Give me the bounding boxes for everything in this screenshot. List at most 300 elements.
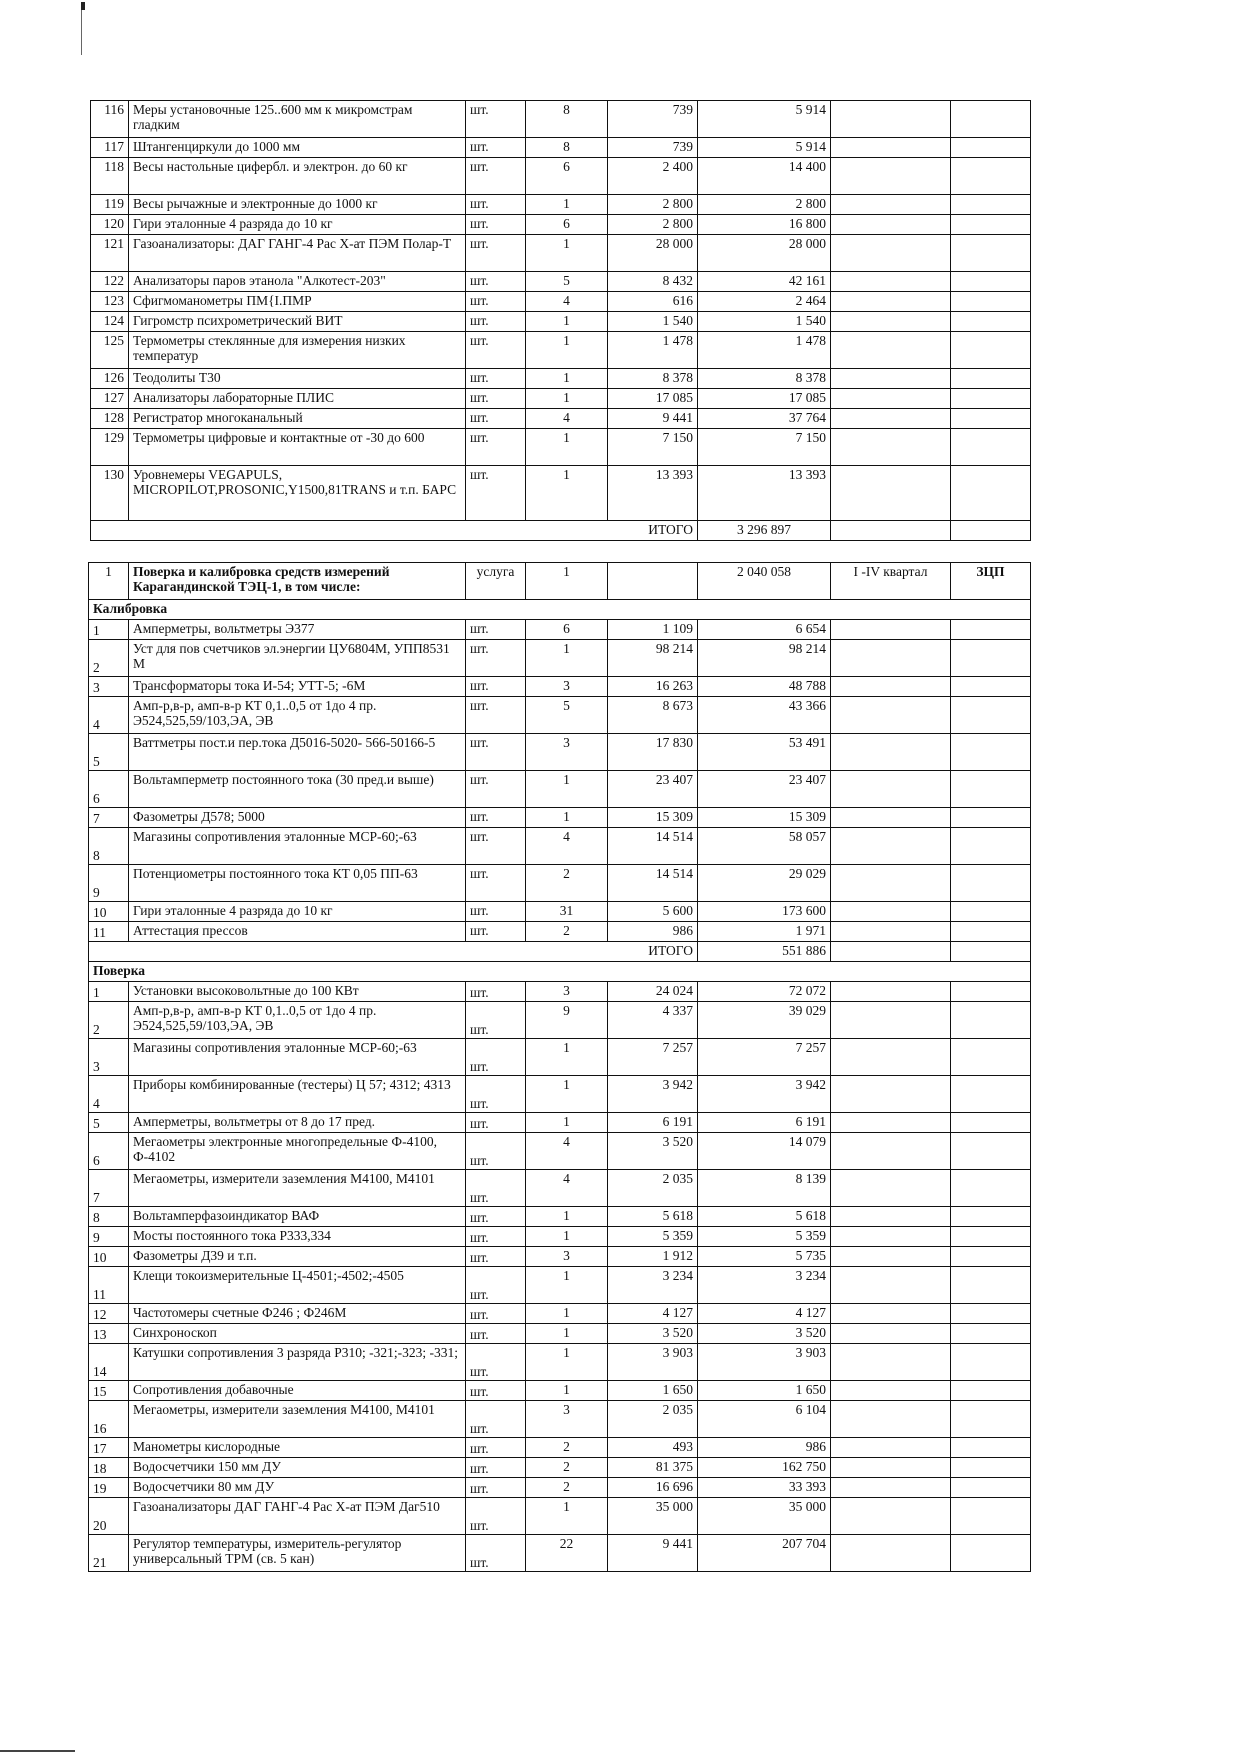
table-row xyxy=(89,1478,1031,1498)
item-unit: шт. xyxy=(466,1401,526,1438)
item-price: 9 441 xyxy=(608,1535,698,1572)
total-row xyxy=(89,942,1031,962)
method-cell xyxy=(951,1458,1031,1478)
item-quantity: 3 xyxy=(526,1401,608,1438)
item-name: Газоанализаторы: ДАГ ГАНГ-4 Рас Х-ат ПЭМ Полар-Т xyxy=(129,235,466,272)
period-cell xyxy=(831,1458,951,1478)
period-cell xyxy=(831,1133,951,1170)
row-number: 13 xyxy=(89,1324,129,1344)
item-price: 2 035 xyxy=(608,1401,698,1438)
method-cell xyxy=(951,902,1031,922)
item-unit: шт. xyxy=(466,1002,526,1039)
item-total: 986 xyxy=(698,1438,831,1458)
item-name: Гигромстр психрометрический ВИТ xyxy=(129,312,466,332)
section-header-calibration xyxy=(89,600,1031,620)
item-price: 5 600 xyxy=(608,902,698,922)
main-item-no: 1 xyxy=(89,563,129,600)
section-header-verification xyxy=(89,962,1031,982)
method-cell xyxy=(951,272,1031,292)
method-cell xyxy=(951,1133,1031,1170)
item-price: 1 912 xyxy=(608,1247,698,1267)
item-total: 3 903 xyxy=(698,1344,831,1381)
item-price: 3 903 xyxy=(608,1344,698,1381)
row-number: 5 xyxy=(89,734,129,771)
row-number: 8 xyxy=(89,828,129,865)
item-price: 4 127 xyxy=(608,1304,698,1324)
row-number: 6 xyxy=(89,1133,129,1170)
item-name: Гири эталонные 4 разряда до 10 кг xyxy=(129,902,466,922)
item-quantity: 2 xyxy=(526,1478,608,1498)
item-total: 5 735 xyxy=(698,1247,831,1267)
total-label: ИТОГО xyxy=(89,942,698,962)
row-number: 117 xyxy=(91,138,129,158)
method-cell xyxy=(951,235,1031,272)
item-total: 8 378 xyxy=(698,369,831,389)
item-name: Приборы комбинированные (тестеры) Ц 57; 4312; 4313 xyxy=(129,1076,466,1113)
item-price: 7 150 xyxy=(608,429,698,466)
item-unit: шт. xyxy=(466,1267,526,1304)
period-cell xyxy=(831,942,951,962)
item-total: 14 400 xyxy=(698,158,831,195)
period-cell xyxy=(831,195,951,215)
period-cell xyxy=(831,734,951,771)
item-quantity: 2 xyxy=(526,1458,608,1478)
table-row xyxy=(89,922,1031,942)
item-name: Мосты постоянного тока Р333,334 xyxy=(129,1227,466,1247)
period-cell xyxy=(831,1267,951,1304)
item-quantity: 1 xyxy=(526,389,608,409)
item-total: 58 057 xyxy=(698,828,831,865)
period-cell xyxy=(831,865,951,902)
row-number: 3 xyxy=(89,1039,129,1076)
item-name: Термометры цифровые и контактные от -30 до 600 xyxy=(129,429,466,466)
item-price: 493 xyxy=(608,1438,698,1458)
item-quantity: 5 xyxy=(526,272,608,292)
method-cell xyxy=(951,942,1031,962)
period-cell xyxy=(831,215,951,235)
item-total: 6 654 xyxy=(698,620,831,640)
method-cell xyxy=(951,1344,1031,1381)
total-value: 551 886 xyxy=(698,942,831,962)
method-cell xyxy=(951,1401,1031,1438)
period-cell xyxy=(831,369,951,389)
table-row xyxy=(91,158,1031,195)
item-price: 3 520 xyxy=(608,1133,698,1170)
item-quantity: 9 xyxy=(526,1002,608,1039)
table-row xyxy=(89,1207,1031,1227)
item-name: Частотомеры счетные Ф246 ; Ф246М xyxy=(129,1304,466,1324)
row-number: 15 xyxy=(89,1381,129,1401)
row-number: 8 xyxy=(89,1207,129,1227)
item-quantity: 3 xyxy=(526,734,608,771)
item-price: 23 407 xyxy=(608,771,698,808)
item-price: 5 359 xyxy=(608,1227,698,1247)
item-price: 986 xyxy=(608,922,698,942)
table-row xyxy=(89,697,1031,734)
table-row xyxy=(89,808,1031,828)
method-cell xyxy=(951,1478,1031,1498)
item-name: Вольтамперфазоиндикатор ВАФ xyxy=(129,1207,466,1227)
row-number: 14 xyxy=(89,1344,129,1381)
item-unit: шт. xyxy=(466,1039,526,1076)
method-cell xyxy=(951,865,1031,902)
item-quantity: 1 xyxy=(526,1113,608,1133)
item-quantity: 5 xyxy=(526,697,608,734)
item-quantity: 4 xyxy=(526,1133,608,1170)
item-quantity: 4 xyxy=(526,1170,608,1207)
scan-edge-bottom-left xyxy=(0,1750,75,1752)
period-cell xyxy=(831,332,951,369)
period-cell xyxy=(831,620,951,640)
row-number: 5 xyxy=(89,1113,129,1133)
item-price: 81 375 xyxy=(608,1458,698,1478)
item-name: Регулятор температуры, измеритель-регулятор универсальный ТРМ (св. 5 кан) xyxy=(129,1535,466,1572)
item-unit: шт. xyxy=(466,1344,526,1381)
row-number: 2 xyxy=(89,1002,129,1039)
item-name: Теодолиты Т30 xyxy=(129,369,466,389)
item-price: 16 696 xyxy=(608,1478,698,1498)
table-row xyxy=(89,1498,1031,1535)
period-cell xyxy=(831,409,951,429)
item-total: 72 072 xyxy=(698,982,831,1002)
item-price: 17 830 xyxy=(608,734,698,771)
method-cell xyxy=(951,828,1031,865)
item-price: 7 257 xyxy=(608,1039,698,1076)
row-number: 129 xyxy=(91,429,129,466)
item-price: 8 673 xyxy=(608,697,698,734)
method-cell xyxy=(951,1207,1031,1227)
total-value: 3 296 897 xyxy=(698,521,831,541)
item-unit: шт. xyxy=(466,292,526,312)
item-unit: шт. xyxy=(466,101,526,138)
period-cell xyxy=(831,1247,951,1267)
item-total: 207 704 xyxy=(698,1535,831,1572)
item-price: 28 000 xyxy=(608,235,698,272)
item-name: Анализаторы лабораторные ПЛИС xyxy=(129,389,466,409)
item-unit: шт. xyxy=(466,697,526,734)
method-cell xyxy=(951,1002,1031,1039)
main-item-method: ЗЦП xyxy=(951,563,1031,600)
table-row xyxy=(89,1113,1031,1133)
row-number: 121 xyxy=(91,235,129,272)
item-unit: шт. xyxy=(466,808,526,828)
item-quantity: 1 xyxy=(526,771,608,808)
method-cell xyxy=(951,697,1031,734)
item-unit: шт. xyxy=(466,215,526,235)
period-cell xyxy=(831,235,951,272)
table-row xyxy=(91,292,1031,312)
method-cell xyxy=(951,195,1031,215)
row-number: 10 xyxy=(89,902,129,922)
item-price: 14 514 xyxy=(608,865,698,902)
item-total: 2 800 xyxy=(698,195,831,215)
item-total: 7 150 xyxy=(698,429,831,466)
scan-edge-left xyxy=(81,10,82,55)
total-label: ИТОГО xyxy=(91,521,698,541)
item-name: Водосчетчики 80 мм ДУ xyxy=(129,1478,466,1498)
item-quantity: 1 xyxy=(526,640,608,677)
period-cell xyxy=(831,677,951,697)
item-total: 14 079 xyxy=(698,1133,831,1170)
section-title-verification: Поверка xyxy=(89,962,1031,982)
method-cell xyxy=(951,1267,1031,1304)
method-cell xyxy=(951,1039,1031,1076)
item-name: Установки высоковольтные до 100 КВт xyxy=(129,982,466,1002)
item-total: 5 914 xyxy=(698,138,831,158)
table-row xyxy=(89,1227,1031,1247)
row-number: 12 xyxy=(89,1304,129,1324)
table-row xyxy=(89,1267,1031,1304)
item-unit: шт. xyxy=(466,312,526,332)
item-quantity: 1 xyxy=(526,1076,608,1113)
item-unit: шт. xyxy=(466,620,526,640)
item-quantity: 1 xyxy=(526,466,608,521)
item-price: 739 xyxy=(608,101,698,138)
item-name: Магазины сопротивления эталонные МСР-60;-63 xyxy=(129,828,466,865)
period-cell xyxy=(831,158,951,195)
item-total: 43 366 xyxy=(698,697,831,734)
item-name: Амперметры, вольтметры Э377 xyxy=(129,620,466,640)
item-total: 2 464 xyxy=(698,292,831,312)
method-cell xyxy=(951,521,1031,541)
item-unit: шт. xyxy=(466,466,526,521)
row-number: 16 xyxy=(89,1401,129,1438)
table-row xyxy=(91,215,1031,235)
row-number: 116 xyxy=(91,101,129,138)
item-price: 8 378 xyxy=(608,369,698,389)
row-number: 9 xyxy=(89,1227,129,1247)
item-name: Сфигмоманометры ПМ{I.ПМР xyxy=(129,292,466,312)
item-name: Амперметры, вольтметры от 8 до 17 пред. xyxy=(129,1113,466,1133)
item-quantity: 1 xyxy=(526,429,608,466)
row-number: 9 xyxy=(89,865,129,902)
item-price: 17 085 xyxy=(608,389,698,409)
item-quantity: 3 xyxy=(526,982,608,1002)
method-cell xyxy=(951,1381,1031,1401)
row-number: 7 xyxy=(89,1170,129,1207)
item-quantity: 1 xyxy=(526,1498,608,1535)
item-unit: шт. xyxy=(466,1304,526,1324)
item-total: 53 491 xyxy=(698,734,831,771)
item-total: 3 520 xyxy=(698,1324,831,1344)
row-number: 4 xyxy=(89,697,129,734)
item-total: 15 309 xyxy=(698,808,831,828)
row-number: 19 xyxy=(89,1478,129,1498)
table-row xyxy=(89,1247,1031,1267)
period-cell xyxy=(831,1002,951,1039)
row-number: 6 xyxy=(89,771,129,808)
item-unit: шт. xyxy=(466,332,526,369)
method-cell xyxy=(951,1227,1031,1247)
period-cell xyxy=(831,292,951,312)
table-row xyxy=(89,1324,1031,1344)
item-price: 1 650 xyxy=(608,1381,698,1401)
table-row xyxy=(91,195,1031,215)
row-number: 122 xyxy=(91,272,129,292)
row-number: 21 xyxy=(89,1535,129,1572)
item-quantity: 3 xyxy=(526,677,608,697)
item-unit: шт. xyxy=(466,272,526,292)
item-name: Весы рычажные и электронные до 1000 кг xyxy=(129,195,466,215)
period-cell xyxy=(831,1401,951,1438)
item-unit: шт. xyxy=(466,195,526,215)
table-row xyxy=(91,332,1031,369)
section-title-calibration: Калибровка xyxy=(89,600,1031,620)
method-cell xyxy=(951,982,1031,1002)
item-quantity: 4 xyxy=(526,409,608,429)
item-name: Газоанализаторы ДАГ ГАНГ-4 Рас Х-ат ПЭМ Даг510 xyxy=(129,1498,466,1535)
item-name: Потенциометры постоянного тока КТ 0,05 ПП-63 xyxy=(129,865,466,902)
item-quantity: 1 xyxy=(526,1227,608,1247)
method-cell xyxy=(951,640,1031,677)
method-cell xyxy=(951,808,1031,828)
table-row xyxy=(89,828,1031,865)
item-name: Синхроноскоп xyxy=(129,1324,466,1344)
item-name: Трансформаторы тока И-54; УТТ-5; -6М xyxy=(129,677,466,697)
scan-mark-top-left xyxy=(81,2,85,10)
item-price: 6 191 xyxy=(608,1113,698,1133)
method-cell xyxy=(951,158,1031,195)
top-items-table xyxy=(90,100,1031,541)
row-number: 118 xyxy=(91,158,129,195)
total-row xyxy=(91,521,1031,541)
main-item-total: 2 040 058 xyxy=(698,563,831,600)
item-quantity: 1 xyxy=(526,369,608,389)
table-row xyxy=(91,429,1031,466)
item-quantity: 1 xyxy=(526,332,608,369)
row-number: 1 xyxy=(89,620,129,640)
period-cell xyxy=(831,771,951,808)
item-price: 2 800 xyxy=(608,195,698,215)
item-name: Анализаторы паров этанола "Алкотест-203" xyxy=(129,272,466,292)
item-total: 17 085 xyxy=(698,389,831,409)
item-price: 9 441 xyxy=(608,409,698,429)
item-unit: шт. xyxy=(466,828,526,865)
method-cell xyxy=(951,1170,1031,1207)
period-cell xyxy=(831,521,951,541)
item-unit: шт. xyxy=(466,138,526,158)
item-quantity: 1 xyxy=(526,195,608,215)
period-cell xyxy=(831,312,951,332)
period-cell xyxy=(831,828,951,865)
item-total: 37 764 xyxy=(698,409,831,429)
item-quantity: 6 xyxy=(526,620,608,640)
item-unit: шт. xyxy=(466,771,526,808)
item-quantity: 31 xyxy=(526,902,608,922)
method-cell xyxy=(951,101,1031,138)
item-price: 16 263 xyxy=(608,677,698,697)
item-total: 5 914 xyxy=(698,101,831,138)
row-number: 124 xyxy=(91,312,129,332)
item-unit: шт. xyxy=(466,1133,526,1170)
item-quantity: 22 xyxy=(526,1535,608,1572)
item-quantity: 1 xyxy=(526,235,608,272)
item-price: 2 400 xyxy=(608,158,698,195)
item-unit: шт. xyxy=(466,922,526,942)
item-total: 6 191 xyxy=(698,1113,831,1133)
item-name: Аттестация прессов xyxy=(129,922,466,942)
period-cell xyxy=(831,1113,951,1133)
item-total: 98 214 xyxy=(698,640,831,677)
item-total: 1 971 xyxy=(698,922,831,942)
table-row xyxy=(89,1076,1031,1113)
item-name: Уровнемеры VEGAPULS, MICROPILOT,PROSONIC,Y1500,81TRANS и т.п. БАРС xyxy=(129,466,466,521)
period-cell xyxy=(831,1076,951,1113)
item-name: Фазометры Д39 и т.п. xyxy=(129,1247,466,1267)
period-cell xyxy=(831,1478,951,1498)
item-name: Вольтамперметр постоянного тока (30 пред.и выше) xyxy=(129,771,466,808)
item-price: 5 618 xyxy=(608,1207,698,1227)
period-cell xyxy=(831,1498,951,1535)
item-name: Штангенциркули до 1000 мм xyxy=(129,138,466,158)
item-price: 3 942 xyxy=(608,1076,698,1113)
method-cell xyxy=(951,771,1031,808)
item-unit: шт. xyxy=(466,158,526,195)
item-name: Клещи токоизмерительные Ц-4501;-4502;-4505 xyxy=(129,1267,466,1304)
period-cell xyxy=(831,922,951,942)
item-unit: шт. xyxy=(466,1227,526,1247)
item-quantity: 1 xyxy=(526,808,608,828)
method-cell xyxy=(951,677,1031,697)
item-quantity: 1 xyxy=(526,312,608,332)
item-name: Регистратор многоканальный xyxy=(129,409,466,429)
item-unit: шт. xyxy=(466,369,526,389)
item-total: 7 257 xyxy=(698,1039,831,1076)
period-cell xyxy=(831,1039,951,1076)
item-price: 739 xyxy=(608,138,698,158)
period-cell xyxy=(831,697,951,734)
row-number: 125 xyxy=(91,332,129,369)
item-quantity: 1 xyxy=(526,1324,608,1344)
item-price: 4 337 xyxy=(608,1002,698,1039)
method-cell xyxy=(951,466,1031,521)
period-cell xyxy=(831,982,951,1002)
table-row xyxy=(89,1002,1031,1039)
item-total: 5 618 xyxy=(698,1207,831,1227)
row-number: 123 xyxy=(91,292,129,312)
item-total: 48 788 xyxy=(698,677,831,697)
table-row xyxy=(89,771,1031,808)
period-cell xyxy=(831,1304,951,1324)
item-unit: шт. xyxy=(466,389,526,409)
method-cell xyxy=(951,1076,1031,1113)
item-quantity: 4 xyxy=(526,828,608,865)
item-unit: шт. xyxy=(466,734,526,771)
method-cell xyxy=(951,1324,1031,1344)
item-unit: шт. xyxy=(466,429,526,466)
main-item-qty: 1 xyxy=(526,563,608,600)
item-name: Уст для пов счетчиков эл.энергии ЦУ6804М, УПП8531 М xyxy=(129,640,466,677)
item-unit: шт. xyxy=(466,982,526,1002)
item-unit: шт. xyxy=(466,902,526,922)
table-row xyxy=(89,1304,1031,1324)
item-quantity: 2 xyxy=(526,865,608,902)
item-quantity: 8 xyxy=(526,101,608,138)
item-total: 13 393 xyxy=(698,466,831,521)
table-row xyxy=(89,1401,1031,1438)
method-cell xyxy=(951,429,1031,466)
item-price: 616 xyxy=(608,292,698,312)
main-item-unit: услуга xyxy=(466,563,526,600)
item-quantity: 2 xyxy=(526,922,608,942)
method-cell xyxy=(951,215,1031,235)
item-unit: шт. xyxy=(466,235,526,272)
table-row xyxy=(89,902,1031,922)
table-row xyxy=(89,865,1031,902)
period-cell xyxy=(831,138,951,158)
row-number: 119 xyxy=(91,195,129,215)
item-quantity: 1 xyxy=(526,1344,608,1381)
